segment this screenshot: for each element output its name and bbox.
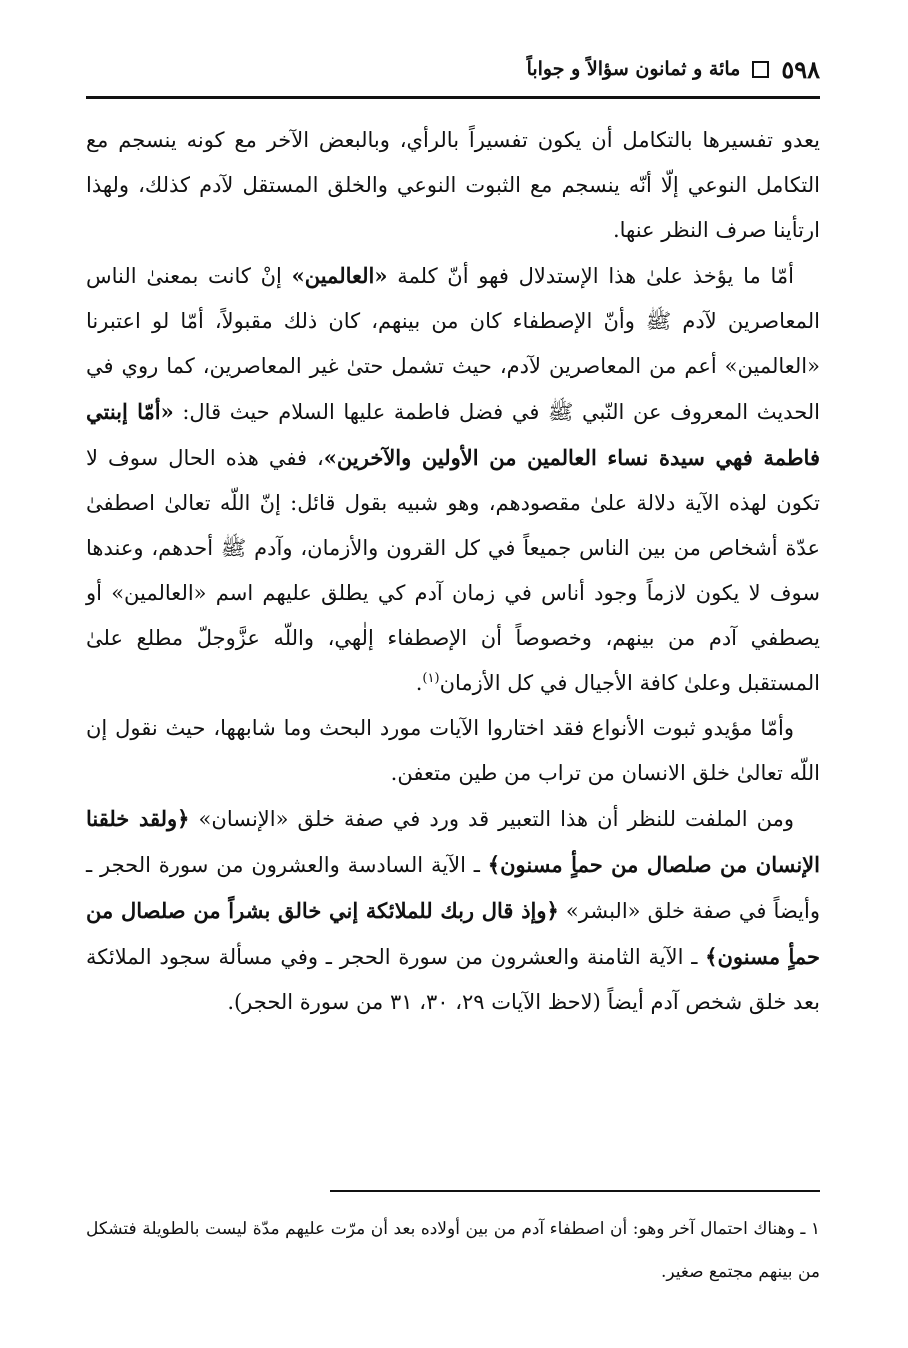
paragraph-4-part-1: ومن الملفت للنظر أن هذا التعبير قد ورد في صفة خلق «الإنسان» bbox=[198, 807, 795, 831]
main-text bbox=[86, 118, 820, 1025]
paragraph-3: وأمّا مؤيدو ثبوت الأنواع فقد اختاروا الآيات مورد البحث وما شابهها، حيث نقول إن اللّه تعالىٰ خلق الانسان من تراب من طين متعفن. bbox=[86, 716, 820, 785]
header-divider bbox=[86, 96, 820, 99]
page-header bbox=[86, 44, 820, 94]
paragraph-4-part-2: ـ الآية السادسة والعشرون من سورة الحجر ـ وأيضاً في صفة خلق «البشر» bbox=[86, 853, 820, 923]
paragraph-4 bbox=[86, 796, 820, 1025]
footnote-divider bbox=[330, 1190, 820, 1192]
paragraph-2-part-1: أمّا ما يؤخذ علىٰ هذا الإستدلال فهو أنّ كلمة bbox=[397, 264, 794, 288]
footnote bbox=[86, 1208, 820, 1294]
book-title: مائة و ثمانون سؤالاً و جواباً bbox=[526, 58, 741, 80]
quran-verse-2: ﴿وإذ قال ربك للملائكة إني خالق بشراً من صلصال من حمأٍ مسنون﴾ bbox=[86, 898, 820, 969]
paragraph-2-part-3: ، ففي هذه الحال سوف لا تكون لهذه الآية دلالة علىٰ مقصودهم، وهو شبيه بقول قائل: إنّ اللّه تعالىٰ اصطفىٰ عدّة أشخاص من بين الناس جميعاً في كل القرون والأزمان، وآدم ﷺ أحدهم، وعندها سوف لا يكون لازماً وجود أناس في زمان آدم كي يطلق عليهم اسم «العالمين» أو يصطفي آدم من بينهم، وخصوصاً أن الإصطفاء إلٰهي، واللّه عزَّوجلّ مطلع علىٰ المستقبل وعلىٰ كافة الأجيال في كل الأزمان bbox=[86, 446, 820, 695]
square-ornament-icon bbox=[752, 61, 769, 78]
paragraph-2-term: «العالمين» bbox=[291, 263, 388, 288]
page-number: ٥٩٨ bbox=[781, 54, 820, 84]
paragraph-1: يعدو تفسيرها بالتكامل أن يكون تفسيراً بالرأي، وبالبعض الآخر مع كونه ينسجم مع التكامل النوعي إلّا أنّه ينسجم مع الثبوت النوعي والخلق المستقل لآدم كذلك، ولهذا ارتأينا صرف النظر عنها. bbox=[86, 128, 820, 242]
paragraph-2-end: . bbox=[415, 671, 423, 695]
quran-verse-1: ﴿ولقد خلقنا الإنسان من صلصال من حمأٍ مسنون﴾ bbox=[86, 806, 820, 877]
paragraph-2 bbox=[86, 253, 820, 706]
footnote-text: ١ ـ وهناك احتمال آخر وهو: أن اصطفاء آدم من بين أولاده بعد أن مرّت عليهم مدّة ليست بالطويلة فتشكل من بينهم مجتمع صغير. bbox=[86, 1219, 820, 1282]
paragraph-4-part-3: ـ الآية الثامنة والعشرون من سورة الحجر ـ وفي مسألة سجود الملائكة بعد خلق شخص آدم أيضاً (لاحظ الآيات ٢٩، ٣٠، ٣١ من سورة الحجر). bbox=[86, 945, 820, 1014]
paragraph-2-part-2: إنْ كانت بمعنىٰ الناس المعاصرين لآدم ﷺ وأنّ الإصطفاء كان من بينهم، كان ذلك مقبولاً، أمّا لو اعتبرنا «العالمين» أعم من المعاصرين لآدم، حيث تشمل حتىٰ غير المعاصرين، كما روي في الحديث المعروف عن النّبي ﷺ في فضل فاطمة عليها السلام حيث قال: bbox=[86, 264, 820, 424]
footnote-reference[interactable]: (١) bbox=[422, 671, 440, 686]
hadith-quote: «أمّا إبنتي فاطمة فهي سيدة نساء العالمين من الأولين والآخرين» bbox=[86, 399, 820, 470]
